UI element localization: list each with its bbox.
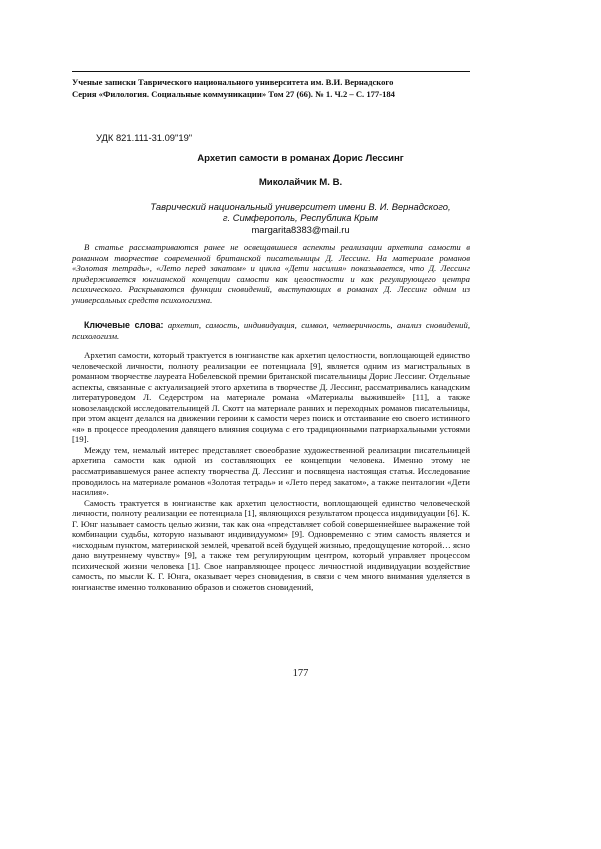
abstract: В статье рассматриваются ранее не освещавшиеся аспекты реализации архетипа самости в романном творчестве современной британской писательницы Д. Лессинг. На материале романов «Золотая тетрадь», «Лето перед закатом» и цикла «Дети насилия» показывается, что Д. Лессинг придерживается юнгианской концепции самости как целостности и как регулирующего центра психического. Раскрываются функции сновидений, выступающих в романах Д. Лессинг одним из универсальных средств психологизма. [72, 242, 470, 305]
article-body [72, 350, 470, 593]
keywords-text: архетип, самость, индивидуация, символ, четверичность, анализ сновидений, психологизм. [72, 320, 470, 341]
journal-header [72, 77, 492, 100]
author-affiliation [0, 201, 601, 224]
keywords-label: Ключевые слова: [84, 320, 164, 330]
page-number: 177 [292, 668, 309, 679]
body-paragraph: Между тем, немалый интерес представляет своеобразие художественной реализации писательницей архетипа самости как одной из составляющих ее концепции человека. Именно этому не рассматривавшемуся ранее аспекту творчества Д. Лессинг и посвящена настоящая статья. Исследование проводилось на материале романов «Золотая тетрадь» и «Лето перед закатом», а также пенталогии «Дети насилия». [72, 444, 470, 498]
affiliation-line: Таврический национальный университет имени В. И. Вернадского, [150, 201, 451, 212]
body-paragraph: Самость трактуется в юнгианстве как архетип целостности, воплощающей единство человеческой личности, полноту реализации ее потенциала [1], являющихся результатом процесса индивидуации [6]. К. Г. Юнг называет самость целью жизни, так как она «представляет собой совершеннейшее выражение той комбинации судьбы, которую называют индивидуумом» [9]. Одновременно с этим самость является и «исходным пунктом, материнской землей, чреватой всей будущей жизнью, предощущение которой… ясно дано внутреннему чувству» [9], а также тем регулирующим центром, который управляет процессом психической жизни человека [1]. Свое направляющее процесс личностной индивидуации воздействие самость, по мысли К. Г. Юнга, оказывает через сновидения, в связи с чем много внимания уделяется в юнгианстве именно толкованию образов и сюжетов сновидений, [72, 497, 470, 593]
header-rule [72, 71, 470, 72]
journal-series-line: Серия «Филология. Социальные коммуникации» Том 27 (66). № 1. Ч.2 – С. 177-184 [72, 88, 395, 99]
affiliation-line: г. Симферополь, Республика Крым [222, 212, 379, 224]
author-email: margarita8383@mail.ru [251, 224, 350, 235]
udk-code: УДК 821.111-31.09"19" [96, 132, 193, 143]
article-title: Архетип самости в романах Дорис Лессинг [197, 153, 404, 164]
article-author: Миколайчик М. В. [258, 177, 343, 188]
journal-title-line: Ученые записки Таврического национального университета им. В.И. Вернадского [72, 77, 394, 87]
body-paragraph: Архетип самости, который трактуется в юнгианстве как архетип целостности, воплощающей единство человеческой личности, полноту реализации ее потенциала [9], является одним из магистральных в романном творчестве лауреата Нобелевской премии британской писательницы Дорис Лессинг. Отдельные аспекты, связанные с актуализацией этого архетипа в творчестве Д. Лессинг, рассматривались канадским литературоведом Л. Седерстром на материале романа «Материалы выжившей» [11], а также новозеландской исследовательницей Л. Скотт на материале ранних и переходных романов писательницы, при этом акцент делался на движении героини к самости через поиск и отстаивание ею своего истинного «я» в процессе преодоления давящего влияния социума с его традиционными патриархальными устоями [19]. [72, 350, 470, 445]
keywords [72, 320, 470, 341]
